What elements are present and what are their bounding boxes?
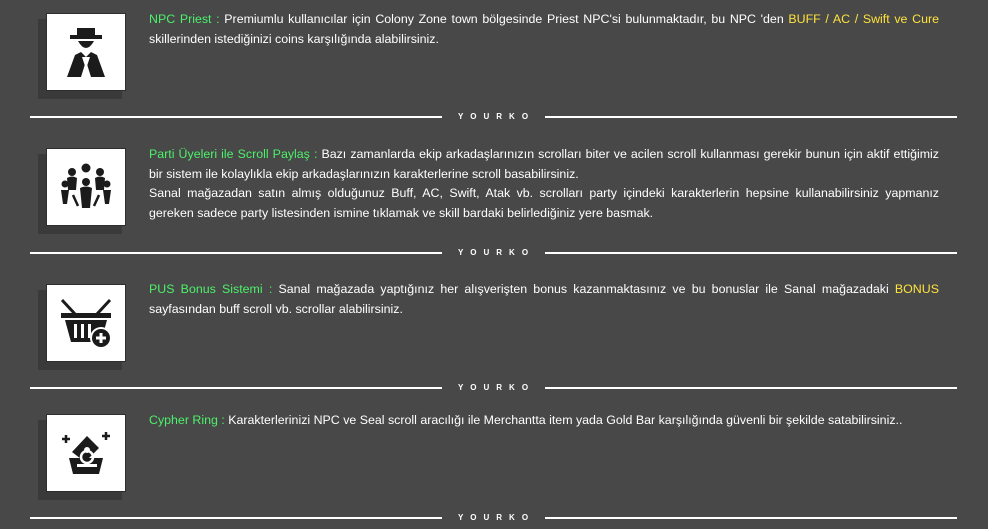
divider-brand: YOURKO <box>457 112 536 121</box>
ring-box-icon <box>59 426 113 480</box>
feature-text <box>149 10 939 49</box>
feature-text <box>149 280 939 319</box>
divider-brand: YOURKO <box>457 248 536 257</box>
icon-frame <box>38 284 130 370</box>
feature-text <box>149 411 939 431</box>
highlight-text: BONUS <box>894 282 939 296</box>
section-divider <box>30 382 957 394</box>
section-divider <box>30 512 957 524</box>
description-text: Premiumlu kullanıcılar için Colony Zone town bölgesinde Priest NPC'si bulunmaktadır, bu NPC 'den <box>219 12 789 26</box>
section-divider <box>30 247 957 259</box>
description-text: Karakterlerinizi NPC ve Seal scroll aracılığı ile Merchantta item yada Gold Bar karşılığında güvenli bir şekilde satabilirsiniz.. <box>224 413 903 427</box>
section-divider <box>30 111 957 123</box>
icon-frame <box>38 414 130 500</box>
description-text: Sanal mağazadan satın almış olduğunuz Buff, AC, Swift, Atak vb. scrolları party içindeki karakterlerin hepsine kullanabilirsiniz yapmanız gereken sadece party listesinden ismine tıklamak ve skill bardaki belirlediğiniz yere basmak. <box>149 186 939 220</box>
feature-text <box>149 145 939 223</box>
feature-title: Parti Üyeleri ile Scroll Paylaş : <box>149 147 318 161</box>
icon-frame <box>38 148 130 234</box>
basket-plus-icon <box>59 296 113 350</box>
divider-brand: YOURKO <box>457 513 536 522</box>
icon-frame <box>38 13 130 99</box>
divider-brand: YOURKO <box>457 383 536 392</box>
feature-title: NPC Priest : <box>149 12 220 26</box>
feature-title: PUS Bonus Sistemi : <box>149 282 273 296</box>
description-text: sayfasından buff scroll vb. scrollar alabilirsiniz. <box>149 301 403 316</box>
description-text: Bazı zamanlarda ekip arkadaşlarınızın scrolları biter ve acilen scroll kullanması gerekir bunun için aktif ettiğimiz bir sistem ile kolaylıkla ekip arkadaşlarınızın karakterlerine scroll basabilirsiniz. <box>149 147 939 181</box>
party-icon <box>59 160 113 214</box>
priest-icon <box>59 25 113 79</box>
highlight-text: BUFF / AC / Swift ve Cure <box>788 12 939 26</box>
feature-title: Cypher Ring : <box>149 413 225 427</box>
description-text: skillerinden istediğinizi coins karşılığında alabilirsiniz. <box>149 31 439 46</box>
description-text: Sanal mağazada yaptığınız her alışverişten bonus kazanmaktasınız ve bu bonuslar ile Sanal mağazadaki <box>272 282 895 296</box>
